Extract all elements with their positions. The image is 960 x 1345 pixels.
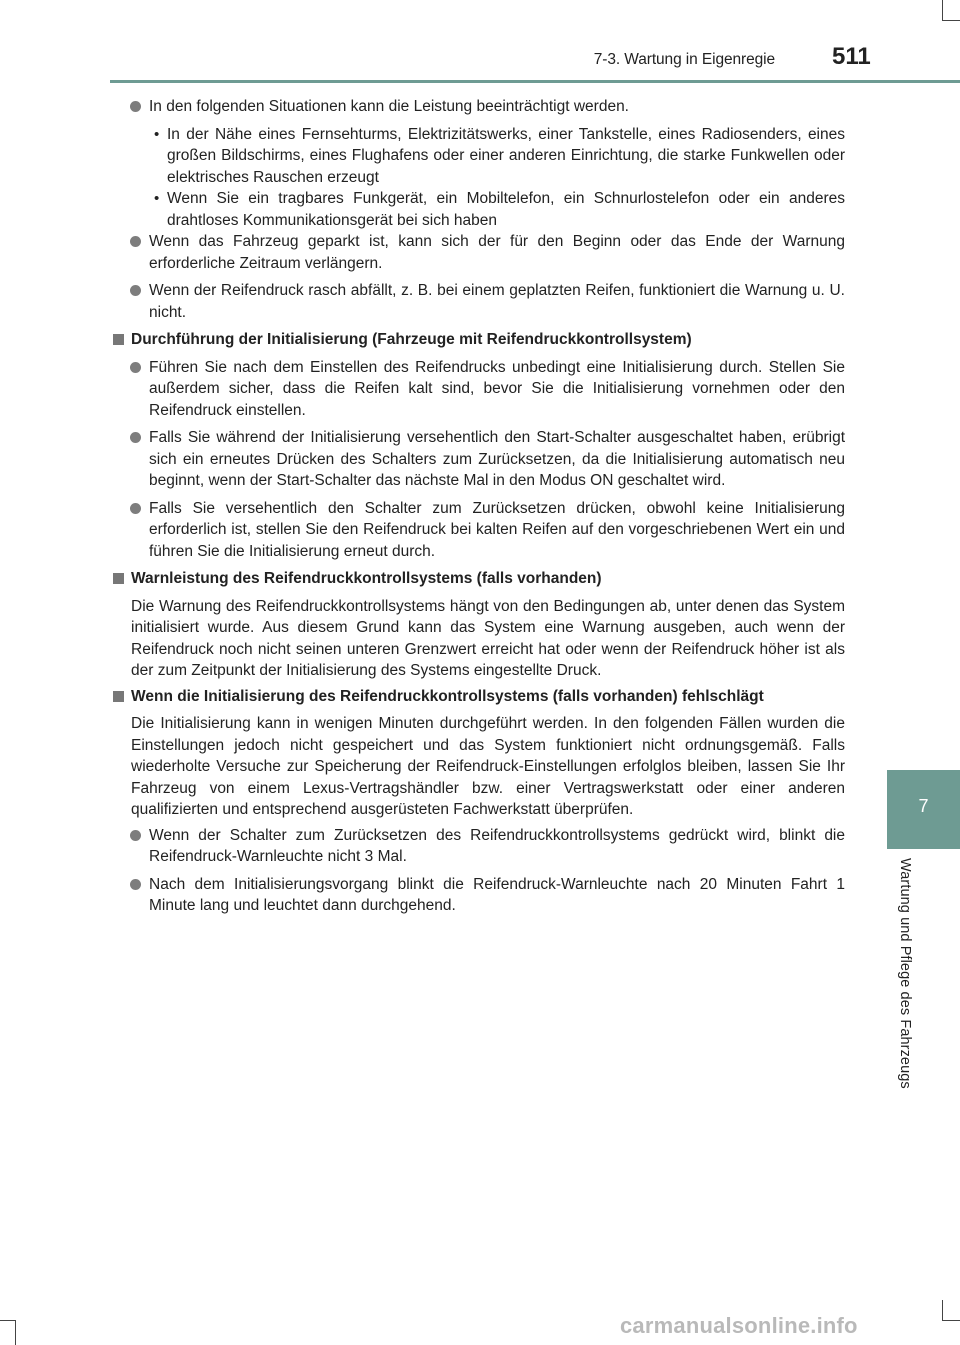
heading-5	[112, 329, 845, 351]
square-bullet-icon	[113, 573, 124, 584]
dash-2	[112, 188, 845, 231]
bullet-dot-icon	[130, 101, 141, 112]
chapter-number: 7	[918, 796, 929, 816]
square-bullet-icon	[113, 334, 124, 345]
heading-text: Warnleistung des Reifendruckkontrollsystems (falls vorhanden)	[131, 570, 602, 587]
bullet-text: Wenn der Reifendruck rasch abfällt, z. B. bei einem geplatzten Reifen, funktioniert die Warnung u. U. nicht.	[149, 282, 845, 321]
bullet-dot-icon	[130, 432, 141, 443]
chapter-tab	[887, 770, 960, 849]
crop-mark-top	[942, 0, 943, 20]
dash-1	[112, 124, 845, 189]
crop-mark-bottom-right	[942, 1300, 943, 1320]
content	[112, 96, 845, 923]
bullet-dot-icon	[130, 879, 141, 890]
bullet-dot-icon	[130, 236, 141, 247]
bullet-dot-icon	[130, 830, 141, 841]
dot-bullet-icon: •	[154, 190, 160, 207]
bullet-7	[112, 427, 845, 492]
para-text: Die Initialisierung kann in wenigen Minuten durchgeführt werden. In den folgenden Fällen wurden die Einstellungen jedoch nicht gespeichert und das System funktioniert nicht ordnungsgemäß. Falls wiederholte Versuche zur Speicherung der Reifendruck-Einstellungen erfolglos bleiben, lassen Sie Ihr Fahrzeug von einem Lexus-Vertragshändler bzw. einer Vertragswerkstatt oder einer anderen qualifizierten und entsprechend ausgerüsteten Fachwerkstatt überprüfen.	[131, 715, 845, 818]
heading-9	[112, 568, 845, 590]
crop-mark-bottom-left-h	[0, 1320, 15, 1321]
crop-mark-top-h	[942, 20, 960, 21]
bullet-text: Wenn der Schalter zum Zurücksetzen des Reifendruckkontrollsystems gedrückt wird, blinkt die Reifendruck-Warnleuchte nicht 3 Mal.	[149, 826, 845, 865]
bullet-6	[112, 357, 845, 422]
bullet-dot-icon	[130, 285, 141, 296]
dot-bullet-icon: •	[154, 125, 160, 143]
crop-mark-bottom-left	[15, 1320, 16, 1345]
bullet-text: Nach dem Initialisierungsvorgang blinkt die Reifendruck-Warnleuchte nach 20 Minuten Fahrt 1 Minute lang und leuchtet dann durchgehend.	[149, 875, 845, 914]
para-10	[112, 596, 845, 682]
crop-mark-bottom-right-h	[942, 1320, 960, 1321]
para-text: Die Warnung des Reifendruckkontrollsystems hängt von den Bedingungen ab, unter denen das System initialisiert wurde. Aus diesem Grund kann das System eine Warnung ausgeben, auch wenn der Reifendruck noch nicht seinen unteren Grenzwert erreicht hat oder wenn der Reifendruck höher ist als der zum Zeitpunkt der Initialisierung des Systems eingestellte Druck.	[131, 597, 845, 679]
bullet-text: In den folgenden Situationen kann die Leistung beeinträchtigt werden.	[149, 98, 629, 115]
heading-11	[112, 686, 845, 708]
bullet-8	[112, 498, 845, 563]
bullet-text: Führen Sie nach dem Einstellen des Reifendrucks unbedingt eine Initialisierung durch. Stellen Sie außerdem sicher, dass die Reifen kalt sind, bevor Sie die Initialisierung vornehmen oder den Reifendruck einstellen.	[149, 358, 845, 419]
bullet-dot-icon	[130, 503, 141, 514]
dash-text: In der Nähe eines Fernsehturms, Elektrizitätswerks, einer Tankstelle, eines Radiosenders, eines großen Bildschirms, eines Flughafens oder einer anderen Einrichtung, die starke Funkwellen oder elektrisches Rauschen erzeugt	[167, 125, 845, 186]
bullet-3	[112, 231, 845, 274]
bullet-4	[112, 280, 845, 323]
header-rule	[110, 80, 960, 83]
page-number: 511	[832, 43, 871, 70]
bullet-text: Falls Sie versehentlich den Schalter zum Zurücksetzen drücken, obwohl keine Initialisierung erforderlich ist, stellen Sie den Reifendruck bei kalten Reifen auf den vorgeschriebenen Wert ein und führen Sie die Initialisierung erneut durch.	[149, 499, 845, 560]
watermark: carmanualsonline.info	[620, 1313, 858, 1338]
para-12	[112, 713, 845, 821]
heading-text: Wenn die Initialisierung des Reifendruckkontrollsystems (falls vorhanden) fehlschlägt	[131, 687, 764, 705]
bullet-13	[112, 825, 845, 868]
bullet-dot-icon	[130, 362, 141, 373]
dash-text: Wenn Sie ein tragbares Funkgerät, ein Mobiltelefon, ein Schnurlostelefon oder ein anderes drahtloses Kommunikationsgerät bei sich haben	[167, 190, 845, 229]
bullet-text: Wenn das Fahrzeug geparkt ist, kann sich der für den Beginn oder das Ende der Warnung erforderliche Zeitraum verlängern.	[149, 233, 845, 272]
square-bullet-icon	[113, 691, 124, 702]
bullet-0	[112, 96, 845, 118]
heading-text: Durchführung der Initialisierung (Fahrzeuge mit Reifendruckkontrollsystem)	[131, 331, 692, 348]
bullet-text: Falls Sie während der Initialisierung versehentlich den Start-Schalter ausgeschaltet haben, erübrigt sich ein erneutes Drücken des Schalters zum Zurücksetzen, da die Initialisierung automatisch neu beginnt, wenn der Start-Schalter das nächste Mal in den Modus ON geschaltet wird.	[149, 429, 845, 489]
bullet-14	[112, 874, 845, 917]
section-title: 7-3. Wartung in Eigenregie	[593, 51, 775, 68]
chapter-label: Wartung und Pflege des Fahrzeugs	[897, 858, 913, 1089]
